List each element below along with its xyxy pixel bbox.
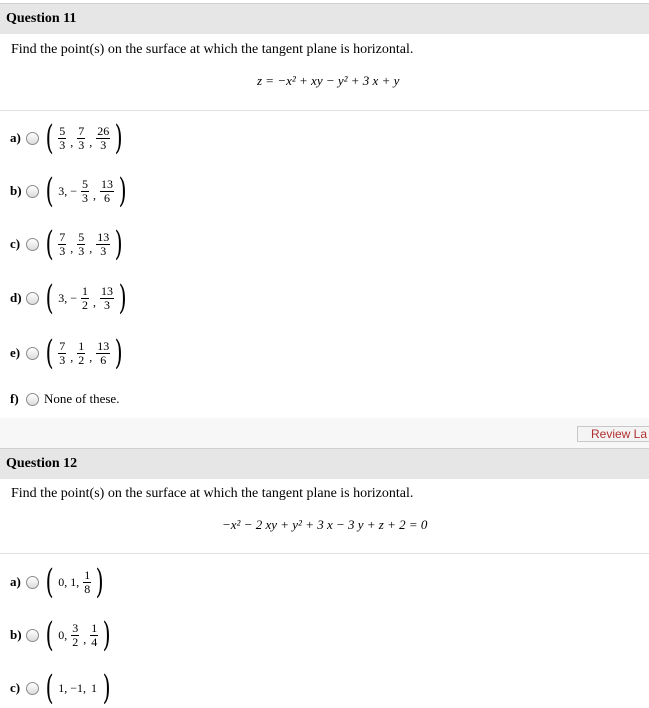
q12-option-2[interactable]: [10, 615, 114, 655]
q12-option-1[interactable]: [10, 562, 107, 602]
numerator: 3: [72, 620, 79, 635]
comma: ,: [70, 240, 74, 255]
radio-button[interactable]: [26, 238, 39, 251]
right-paren: ): [102, 615, 111, 655]
question-gap: [0, 418, 649, 448]
radio-button[interactable]: [26, 629, 39, 642]
numerator: 5: [82, 176, 89, 191]
numerator: 1: [82, 283, 89, 298]
right-paren: ): [114, 118, 123, 158]
numerator: 1: [91, 680, 98, 695]
fraction: [71, 622, 79, 649]
fraction: [58, 231, 66, 258]
question-12-header: [0, 448, 649, 479]
fraction: [90, 682, 98, 695]
q11-option-6[interactable]: [10, 379, 119, 419]
q11-option-5[interactable]: [10, 333, 126, 373]
radio-button[interactable]: [26, 292, 39, 305]
fraction: [81, 178, 89, 205]
denominator: 3: [100, 243, 107, 258]
fraction: [100, 178, 114, 205]
radio-button[interactable]: [26, 132, 39, 145]
denominator: 8: [84, 581, 91, 596]
q11-option-4[interactable]: [10, 278, 129, 318]
left-paren: (: [45, 224, 54, 264]
option-letter: e): [10, 345, 21, 360]
coordinate-tuple: [56, 178, 116, 205]
coordinate-tuple: [56, 340, 112, 367]
denominator: 3: [104, 297, 111, 312]
fraction: [96, 340, 110, 367]
fraction: [58, 340, 66, 367]
numerator: 13: [97, 338, 110, 353]
option-letter: a): [10, 574, 21, 589]
left-paren: (: [45, 278, 54, 318]
comma: ,: [93, 294, 97, 309]
option-letter: d): [10, 290, 22, 305]
fraction: [90, 622, 98, 649]
coordinate-tuple: [56, 569, 93, 596]
coordinate-tuple: [56, 622, 100, 649]
denominator: 3: [78, 243, 85, 258]
denominator: 2: [78, 352, 85, 367]
q11-option-3[interactable]: [10, 224, 126, 264]
right-paren: ): [114, 224, 123, 264]
question-12-divider: [0, 553, 649, 554]
comma: ,: [93, 187, 97, 202]
question-11-equation: z = −x² + xy − y² + 3 x + y: [257, 73, 400, 88]
right-paren: ): [118, 171, 127, 211]
denominator: 4: [91, 634, 98, 649]
denominator: 2: [72, 634, 79, 649]
coordinate-tuple: [56, 285, 116, 312]
radio-button[interactable]: [26, 185, 39, 198]
question-11-divider: [0, 110, 649, 111]
numerator: 7: [78, 123, 85, 138]
denominator: 3: [100, 137, 107, 152]
question-12-equation: −x² − 2 xy + y² + 3 x − 3 y + z + 2 = 0: [222, 517, 428, 532]
numerator: 1: [91, 620, 98, 635]
left-paren: (: [45, 615, 54, 655]
denominator: 3: [78, 137, 85, 152]
coordinate-tuple: [56, 125, 112, 152]
denominator: 3: [82, 190, 89, 205]
option-letter: c): [10, 680, 21, 695]
numerator: 7: [59, 229, 66, 244]
radio-button[interactable]: [26, 393, 39, 406]
question-11-header: [0, 3, 649, 34]
option-letter: a): [10, 130, 21, 145]
fraction: [83, 569, 91, 596]
coordinate-tuple: [56, 231, 112, 258]
question-11-title: Question 11: [6, 11, 77, 26]
radio-button[interactable]: [26, 682, 39, 695]
comma: ,: [89, 349, 93, 364]
fraction: [77, 231, 85, 258]
option-letter: b): [10, 183, 22, 198]
coordinate-tuple: [56, 681, 100, 696]
fraction: [77, 340, 85, 367]
radio-button[interactable]: [26, 347, 39, 360]
denominator: 3: [59, 137, 66, 152]
coordinate-lead: 0,: [58, 627, 68, 642]
numerator: 13: [101, 283, 114, 298]
left-paren: (: [45, 118, 54, 158]
denominator: 3: [59, 352, 66, 367]
option-text: None of these.: [44, 391, 120, 406]
fraction: [77, 125, 85, 152]
question-12-title: Question 12: [6, 456, 78, 471]
q11-option-2[interactable]: [10, 171, 129, 211]
q11-option-1[interactable]: [10, 118, 126, 158]
option-letter: c): [10, 236, 21, 251]
numerator: 1: [78, 338, 85, 353]
coordinate-lead: 3, −: [58, 183, 78, 198]
review-button[interactable]: Review La: [577, 426, 649, 442]
denominator: 2: [82, 297, 89, 312]
right-paren: ): [118, 278, 127, 318]
fraction: [100, 285, 114, 312]
question-12-prompt: Find the point(s) on the surface at which the tangent plane is horizontal.: [11, 486, 414, 501]
q12-option-3[interactable]: [10, 668, 113, 708]
coordinate-lead: 3, −: [58, 290, 78, 305]
right-paren: ): [95, 562, 104, 602]
fraction: [96, 231, 110, 258]
right-paren: ): [102, 668, 111, 708]
numerator: 13: [97, 229, 110, 244]
numerator: 5: [59, 123, 66, 138]
coordinate-lead: 0, 1,: [58, 574, 80, 589]
comma: ,: [70, 349, 74, 364]
radio-button[interactable]: [26, 576, 39, 589]
denominator: 6: [104, 190, 111, 205]
fraction: [96, 125, 110, 152]
fraction: [58, 125, 66, 152]
denominator: 6: [100, 352, 107, 367]
numerator: 26: [97, 123, 110, 138]
comma: ,: [89, 134, 93, 149]
numerator: 7: [59, 338, 66, 353]
option-letter: b): [10, 627, 22, 642]
left-paren: (: [45, 333, 54, 373]
comma: ,: [70, 134, 74, 149]
fraction: [81, 285, 89, 312]
numerator: 1: [84, 567, 91, 582]
numerator: 5: [78, 229, 85, 244]
left-paren: (: [45, 562, 54, 602]
coordinate-lead: 1, −1,: [58, 680, 87, 695]
question-11-prompt: Find the point(s) on the surface at which the tangent plane is horizontal.: [11, 42, 414, 57]
right-paren: ): [114, 333, 123, 373]
left-paren: (: [45, 668, 54, 708]
left-paren: (: [45, 171, 54, 211]
denominator: 3: [59, 243, 66, 258]
numerator: 13: [101, 176, 114, 191]
option-letter: f): [10, 391, 19, 406]
comma: ,: [89, 240, 93, 255]
comma: ,: [83, 631, 87, 646]
